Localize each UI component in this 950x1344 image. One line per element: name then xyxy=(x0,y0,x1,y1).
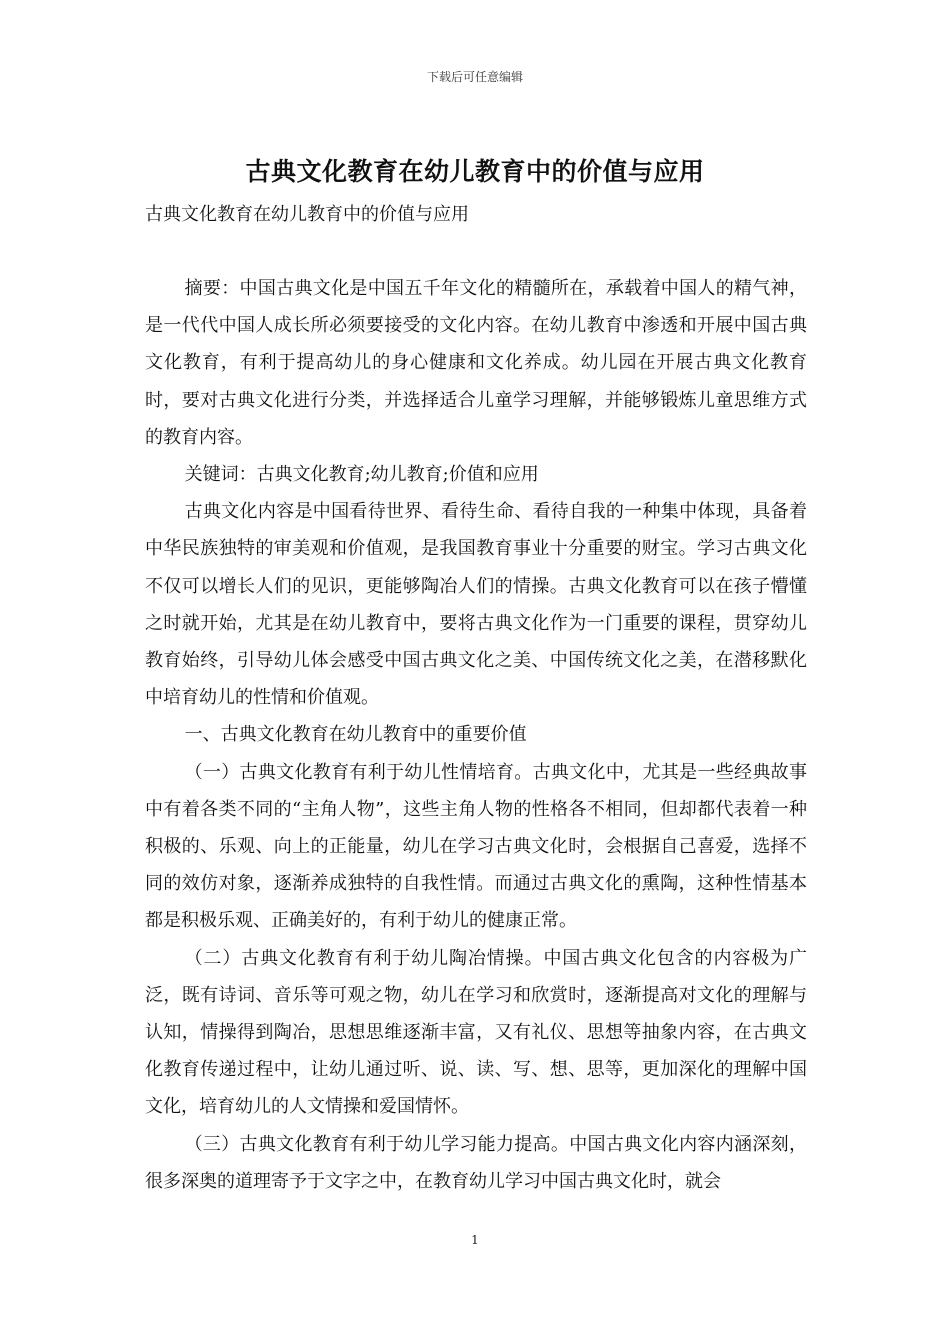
document-title: 古典文化教育在幼儿教育中的价值与应用 xyxy=(245,157,705,186)
keywords-paragraph: 关键词：古典文化教育;幼儿教育;价值和应用 xyxy=(184,464,539,486)
section-heading: 一、古典文化教育在幼儿教育中的重要价值 xyxy=(184,724,527,746)
document-subtitle: 古典文化教育在幼儿教育中的价值与应用 xyxy=(145,204,469,225)
subsection-paragraph-2: （二）古典文化教育有利于幼儿陶冶情操。中国古典文化包含的内容极为广泛，既有诗词、音乐等可观之物，幼儿在学习和欣赏时，逐渐提高对文化的理解与认知，情操得到陶冶，思想思维逐渐丰富，又有礼仪、思想等抽象内容，在古典文化教育传递过程中，让幼儿通过听、说、读、写、想、思等，更加深化的理解中国文化，培育幼儿的人文情操和爱国情怀。 xyxy=(145,947,807,1118)
page-number: 1 xyxy=(471,1233,479,1247)
subsection-paragraph-1: （一）古典文化教育有利于幼儿性情培育。古典文化中，尤其是一些经典故事中有着各类不同的“主角人物”，这些主角人物的性格各不相同，但却都代表着一种积极的、乐观、向上的正能量，幼儿在学习古典文化时，会根据自己喜爱，选择不同的效仿对象，逐渐养成独特的自我性情。而通过古典文化的熏陶，这种性情基本都是积极乐观、正确美好的，有利于幼儿的健康正常。 xyxy=(145,761,807,932)
document-body xyxy=(145,270,807,1200)
intro-paragraph: 古典文化内容是中国看待世界、看待生命、看待自我的一种集中体现，具备着中华民族独特的审美观和价值观，是我国教育事业十分重要的财宝。学习古典文化不仅可以增长人们的见识，更能够陶冶人们的情操。古典文化教育可以在孩子懵懂之时就开始，尤其是在幼儿教育中，要将古典文化作为一门重要的课程，贯穿幼儿教育始终，引导幼儿体会感受中国古典文化之美、中国传统文化之美，在潜移默化中培育幼儿的性情和价值观。 xyxy=(145,501,807,709)
header-note: 下载后可任意编辑 xyxy=(426,70,523,84)
abstract-paragraph: 摘要：中国古典文化是中国五千年文化的精髓所在，承载着中国人的精气神，是一代代中国人成长所必须要接受的文化内容。在幼儿教育中渗透和开展中国古典文化教育，有利于提高幼儿的身心健康和文化养成。幼儿园在开展古典文化教育时，要对古典文化进行分类，并选择适合儿童学习理解，并能够锻炼儿童思维方式的教育内容。 xyxy=(145,278,807,448)
subsection-paragraph-3: （三）古典文化教育有利于幼儿学习能力提高。中国古典文化内容内涵深刻，很多深奥的道理寄予于文字之中，在教育幼儿学习中国古典文化时，就会 xyxy=(145,1133,807,1192)
